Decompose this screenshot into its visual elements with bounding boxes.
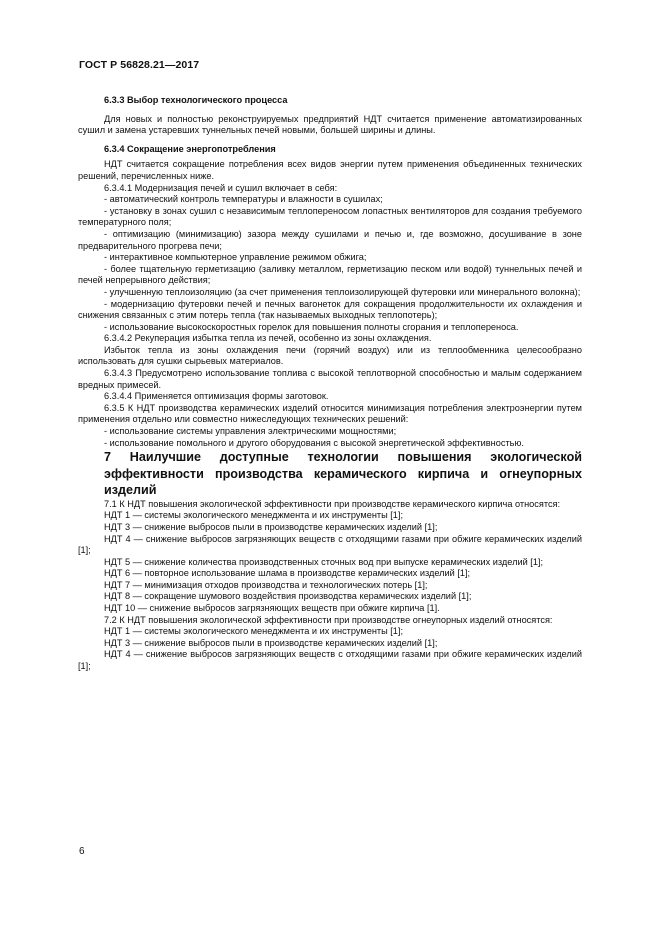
subsection-title-6-3-3: 6.3.3 Выбор технологического процесса	[104, 95, 288, 105]
list-item: НДТ 3 — снижение выбросов пыли в производстве керамических изделий [1];	[104, 637, 438, 648]
paragraph: 7.2 К НДТ повышения экологической эффективности при производстве огнеупорных изделий относятся:	[104, 614, 553, 625]
list-item: НДТ 5 — снижение количества производственных сточных вод при выпуске керамических изделий [1];	[104, 556, 544, 567]
list-item: - более тщательную герметизацию (заливку металлом, герметизацию песком или водой) туннельных печей и печей непрерывного действия;	[78, 263, 582, 286]
list-item: - оптимизацию (минимизацию) зазора между сушилами и печью и, где возможно, досушивание в зоне предварительного прогрева печи;	[78, 228, 582, 251]
list-item: НДТ 4 — снижение выбросов загрязняющих веществ с отходящими газами при обжиге керамических изделий [1];	[78, 649, 582, 672]
list-item: НДТ 8 — сокращение шумового воздействия производства керамических изделий [1];	[104, 591, 472, 602]
paragraph: Для новых и полностью реконструируемых предприятий НДТ считается применение автоматизированных сушил и замена устаревших туннельных печей новыми, большей ширины и длины.	[78, 113, 582, 136]
subsection-title-6-3-4: 6.3.4 Сокращение энергопотребления	[104, 143, 276, 154]
list-item: - модернизацию футеровки печей и печных вагонеток для сокращения продолжительности их охлаждения и снижения связанных с этим потерь тепла (так называемых выходных теплопотерь);	[78, 298, 582, 321]
document-body	[78, 95, 582, 673]
paragraph: Избыток тепла из зоны охлаждения печи (горячий воздух) или из теплообменника целесообразно использовать для сушки сырьевых материалов.	[78, 344, 582, 367]
list-item: НДТ 6 — повторное использование шлама в производстве керамических изделий [1];	[104, 568, 471, 579]
paragraph: 6.3.4.4 Применяется оптимизация формы заготовок.	[104, 391, 329, 402]
document-header: ГОСТ Р 56828.21—2017	[79, 59, 200, 71]
list-item: НДТ 1 — системы экологического менеджмента и их инструменты [1];	[104, 510, 404, 521]
list-item: НДТ 10 — снижение выбросов загрязняющих веществ при обжиге кирпича [1].	[104, 603, 440, 614]
list-item: - интерактивное компьютерное управление режимом обжига;	[104, 252, 367, 263]
paragraph: 6.3.5 К НДТ производства керамических изделий относится минимизация потребления электроэнергии путем применения отдельно или совместно нижеследующих технических решений:	[78, 402, 582, 425]
paragraph: 6.3.4.1 Модернизация печей и сушил включает в себя:	[104, 182, 338, 193]
list-item: НДТ 1 — системы экологического менеджмента и их инструменты [1];	[104, 626, 404, 637]
list-item: - автоматический контроль температуры и влажности в сушилах;	[104, 194, 383, 205]
paragraph: 7.1 К НДТ повышения экологической эффективности при производстве керамического кирпича относятся:	[104, 498, 561, 509]
list-item: - использование помольного и другого оборудования с высокой энергетической эффективностью.	[104, 437, 524, 448]
section-title-7: 7 Наилучшие доступные технологии повышения экологической эффективности производства керамического кирпича и огнеупорных изделий	[104, 450, 582, 498]
list-item: - использование системы управления электрическими мощностями;	[104, 426, 397, 437]
list-item: - использование высокоскоростных горелок для повышения полноты сгорания и теплопереноса.	[104, 321, 519, 332]
list-item: - установку в зонах сушил с независимым теплопереносом лопастных вентиляторов для создания требуемого температурного поля;	[78, 205, 582, 228]
paragraph: 6.3.4.2 Рекуперация избытка тепла из печей, особенно из зоны охлаждения.	[104, 333, 432, 344]
paragraph: НДТ считается сокращение потребления всех видов энергии путем применения объединенных технических решений, перечисленных ниже.	[78, 159, 582, 181]
list-item: - улучшенную теплоизоляцию (за счет применения теплоизолирующей футеровки или минерального волокна);	[104, 286, 581, 297]
list-item: НДТ 4 — снижение выбросов загрязняющих веществ с отходящими газами при обжиге керамических изделий [1];	[78, 533, 582, 556]
page-number: 6	[79, 846, 85, 857]
list-item: НДТ 3 — снижение выбросов пыли в производстве керамических изделий [1];	[104, 521, 438, 532]
paragraph: 6.3.4.3 Предусмотрено использование топлива с высокой теплотворной способностью и малым содержанием вредных примесей.	[78, 368, 582, 390]
list-item: НДТ 7 — минимизация отходов производства и технологических потерь [1];	[104, 579, 428, 590]
